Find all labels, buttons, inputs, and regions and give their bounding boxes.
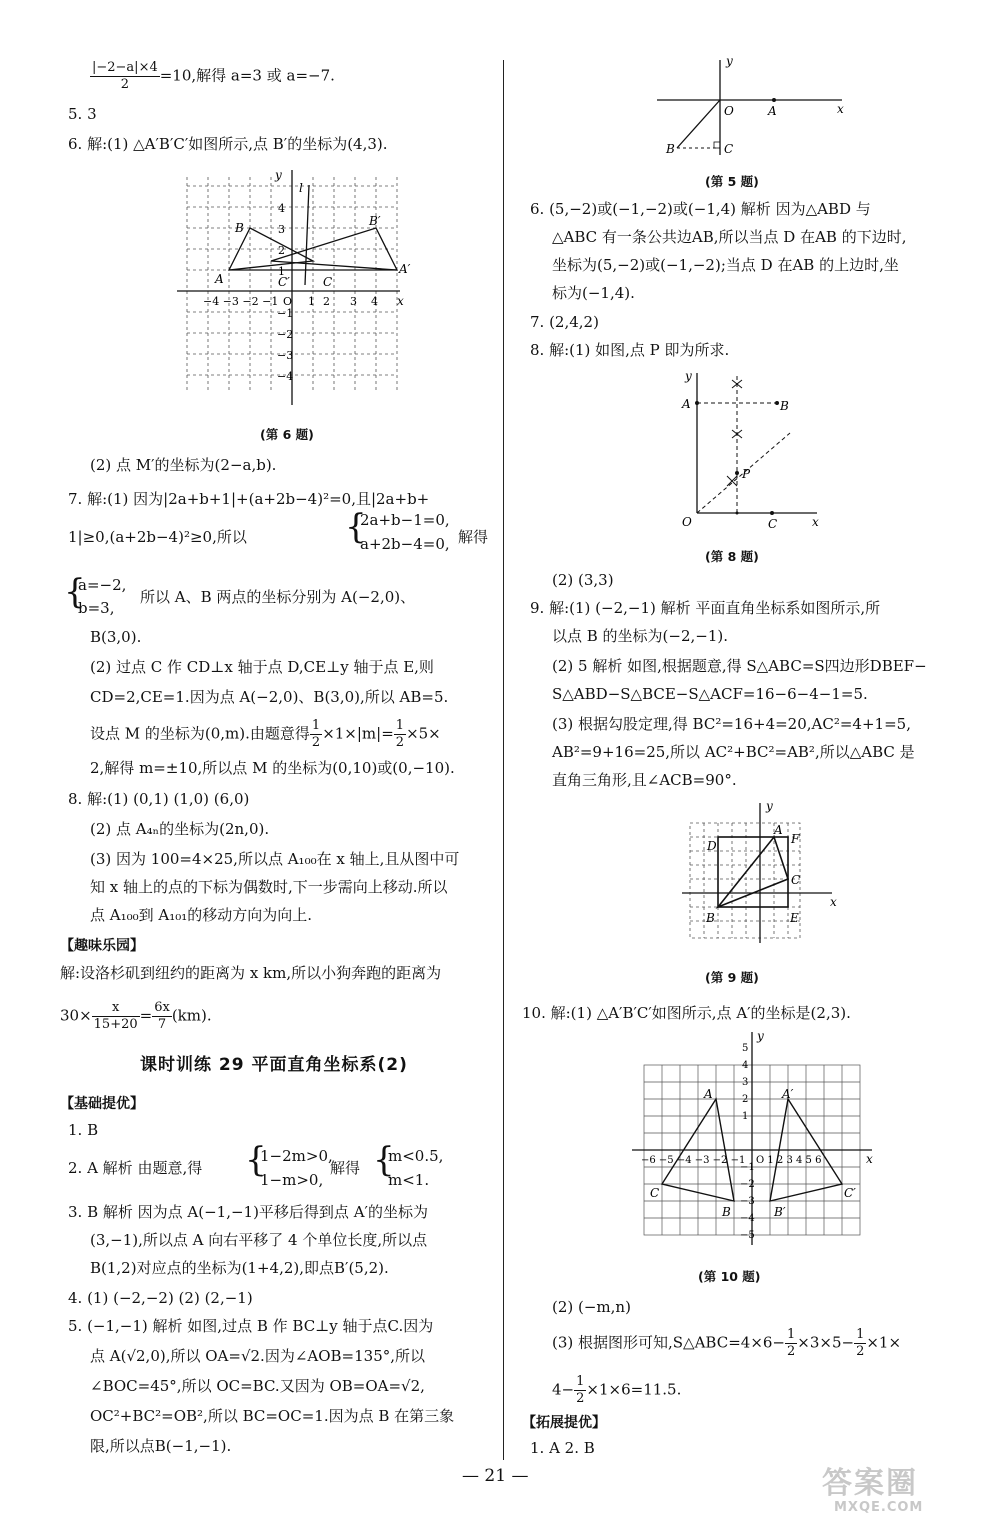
svg-text:−1: −1 xyxy=(740,1162,755,1173)
svg-text:y: y xyxy=(766,799,773,813)
figure-5 xyxy=(652,55,852,165)
svg-text:x: x xyxy=(812,515,819,529)
svg-text:y: y xyxy=(757,1029,764,1043)
right-10-line1: 10. 解:(1) △A′B′C′如图所示,点 A′的坐标是(2,3). xyxy=(522,1004,851,1022)
svg-text:C: C xyxy=(768,517,778,531)
answer-7-line7: 设点 M 的坐标为(0,m).由题意得 $\frac{1}{2}$ ×1×|m|= $\frac{1}{2}$ ×5× xyxy=(90,718,441,750)
svg-text:A′: A′ xyxy=(782,1087,794,1101)
answer-8-line4: 知 x 轴上的点的下标为偶数时,下一步需向上移动.所以 xyxy=(90,878,448,896)
right-9-line3: (2) 5 解析 如图,根据题意,得 S△ABC=S四边形DBEF− xyxy=(552,657,927,675)
brace: { xyxy=(345,507,367,547)
fun-line1: 解:设洛杉矶到纽约的距离为 x km,所以小狗奔跑的距离为 xyxy=(60,964,442,982)
svg-text:O: O xyxy=(724,104,734,118)
figure-6-grid xyxy=(175,165,411,420)
svg-text:A: A xyxy=(768,104,777,118)
svg-text:−1: −1 xyxy=(277,307,294,320)
figure-8 xyxy=(672,368,822,538)
fraction: $\frac{|-2-a|\times 4}{2}$ xyxy=(92,60,158,92)
system-eq-5: 1−2m>0, xyxy=(260,1147,333,1165)
basic-4: 4. (1) (−2,−2) (2) (2,−1) xyxy=(68,1289,253,1307)
solve-text-2: 解得 xyxy=(330,1159,361,1177)
basic-3-line3: B(1,2)对应点的坐标为(1+4,2),即点B′(5,2). xyxy=(90,1259,389,1277)
answer-7-line6: CD=2,CE=1.因为点 A(−2,0)、B(3,0),所以 AB=5. xyxy=(90,688,449,706)
right-10-3-line2: 4− $\frac{1}{2}$ ×1×6=11.5. xyxy=(552,1374,682,1406)
svg-text:l: l xyxy=(299,181,303,195)
svg-text:A: A xyxy=(704,1087,713,1101)
answer-5: 5. 3 xyxy=(68,105,97,123)
svg-text:−4: −4 xyxy=(740,1213,755,1224)
extension-answers: 1. A 2. B xyxy=(530,1439,595,1457)
svg-text:5: 5 xyxy=(742,1043,749,1054)
figure-6-caption: (第 6 题) xyxy=(260,427,314,442)
svg-text:B: B xyxy=(706,911,715,925)
right-6-line3: 坐标为(5,−2)或(−1,−2);当点 D 在AB 的上边时,坐 xyxy=(552,256,899,274)
basic-5-line4: OC²+BC²=OB²,所以 BC=OC=1.因为点 B 在第三象 xyxy=(90,1407,455,1425)
answer-7-line3: 所以 A、B 两点的坐标分别为 A(−2,0)、 xyxy=(140,588,416,606)
svg-text:C: C xyxy=(650,1186,660,1200)
answer-7-line5: (2) 过点 C 作 CD⊥x 轴于点 D,CE⊥y 轴于点 E,则 xyxy=(90,658,434,676)
figure-9 xyxy=(682,798,842,943)
svg-text:F: F xyxy=(791,832,800,846)
svg-text:A: A xyxy=(774,823,783,837)
svg-text:B: B xyxy=(235,221,244,235)
svg-text:B: B xyxy=(666,142,675,156)
svg-text:A′: A′ xyxy=(399,262,411,276)
answer-8-line3: (3) 因为 100=4×25,所以点 A₁₀₀在 x 轴上,且从图中可 xyxy=(90,850,460,868)
figure-10-caption: (第 10 题) xyxy=(698,1269,761,1284)
svg-text:E: E xyxy=(790,911,799,925)
page-number: — 21 — xyxy=(462,1466,529,1486)
system-eq-8: m<1. xyxy=(388,1171,430,1189)
basic-5-line5: 限,所以点B(−1,−1). xyxy=(90,1437,232,1455)
system-eq-4: b=3, xyxy=(78,599,115,617)
answer-7-line4: B(3,0). xyxy=(90,628,142,646)
right-6-line4: 标为(−1,4). xyxy=(552,284,635,302)
right-9-line5: (3) 根据勾股定理,得 BC²=16+4=20,AC²=4+1=5, xyxy=(552,715,911,733)
svg-text:x: x xyxy=(866,1152,873,1166)
basic-2: 2. A 解析 由题意,得 xyxy=(68,1159,203,1177)
svg-text:A: A xyxy=(215,272,224,286)
svg-text:A: A xyxy=(682,397,691,411)
answer-8-line1: 8. 解:(1) (0,1) (1,0) (6,0) xyxy=(68,790,250,808)
right-8: 8. 解:(1) 如图,点 P 即为所求. xyxy=(530,341,730,359)
answer-7-line2: 1|≥0,(a+2b−4)²≥0,所以 xyxy=(68,528,247,546)
svg-text:2: 2 xyxy=(278,244,285,257)
svg-text:−3: −3 xyxy=(740,1196,755,1207)
basic-1: 1. B xyxy=(68,1121,99,1139)
right-10-2: (2) (−m,n) xyxy=(552,1298,631,1316)
brace: { xyxy=(373,1140,395,1180)
section-fun: 【趣味乐园】 xyxy=(60,938,144,954)
svg-text:−6 −5 −4 −3 −2 −1: −6 −5 −4 −3 −2 −1 xyxy=(641,1155,746,1166)
answer-8-line5: 点 A₁₀₀到 A₁₀₁的移动方向为向上. xyxy=(90,906,313,924)
lesson-title: 课时训练 29 平面直角坐标系(2) xyxy=(140,1055,408,1075)
svg-text:−4 −3 −2 −1: −4 −3 −2 −1 xyxy=(203,295,279,308)
svg-text:4: 4 xyxy=(742,1060,749,1071)
svg-text:3: 3 xyxy=(278,223,285,236)
right-9-line2: 以点 B 的坐标为(−2,−1). xyxy=(552,627,729,645)
system-eq-6: 1−m>0, xyxy=(260,1171,324,1189)
svg-text:2: 2 xyxy=(742,1094,749,1105)
svg-text:−3: −3 xyxy=(277,349,294,362)
watermark-logo: 答案圈 MXQE.COM xyxy=(822,1466,924,1515)
svg-text:y: y xyxy=(685,369,692,383)
svg-text:O 1 2 3 4 5 6: O 1 2 3 4 5 6 xyxy=(756,1155,822,1166)
svg-text:P: P xyxy=(742,467,751,481)
system-eq-3: a=−2, xyxy=(78,576,127,594)
svg-text:O: O xyxy=(283,295,293,308)
right-7: 7. (2,4,2) xyxy=(530,313,599,331)
right-10-3-line1: (3) 根据图形可知,S△ABC=4×6− $\frac{1}{2}$ ×3×5− $\frac{1}{2}$ ×1× xyxy=(552,1327,902,1359)
svg-text:−2: −2 xyxy=(740,1179,755,1190)
svg-text:3: 3 xyxy=(350,295,357,308)
svg-text:C′: C′ xyxy=(844,1186,856,1200)
svg-text:B′: B′ xyxy=(774,1205,786,1219)
figure-10 xyxy=(632,1030,882,1250)
svg-text:C: C xyxy=(791,873,801,887)
right-9-line6: AB²=9+16=25,所以 AC²+BC²=AB²,所以△ABC 是 xyxy=(552,743,915,761)
svg-text:B′: B′ xyxy=(369,214,381,228)
system-eq-1: 2a+b−1=0, xyxy=(360,511,450,529)
system-eq-2: a+2b−4=0, xyxy=(360,535,450,553)
system-eq-7: m<0.5, xyxy=(388,1147,444,1165)
answer-7-line1: 7. 解:(1) 因为|2a+b+1|+(a+2b−4)²=0,且|2a+b+ xyxy=(68,490,430,508)
answer-6: 6. 解:(1) △A′B′C′如图所示,点 B′的坐标为(4,3). xyxy=(68,135,388,153)
figure-5-caption: (第 5 题) xyxy=(705,174,759,189)
svg-text:1: 1 xyxy=(308,295,315,308)
answer-7-line8: 2,解得 m=±10,所以点 M 的坐标为(0,10)或(0,−10). xyxy=(90,759,455,777)
brace: { xyxy=(245,1140,267,1180)
brace: { xyxy=(64,572,86,612)
svg-text:B: B xyxy=(780,399,789,413)
right-6-line2: △ABC 有一条公共边AB,所以当点 D 在AB 的下边时, xyxy=(552,228,907,246)
basic-3-line1: 3. B 解析 因为点 A(−1,−1)平移后得到点 A′的坐标为 xyxy=(68,1203,428,1221)
column-divider xyxy=(503,60,504,1460)
right-9-line4: S△ABD−S△BCE−S△ACF=16−6−4−1=5. xyxy=(552,685,868,703)
svg-text:D: D xyxy=(707,839,717,853)
svg-text:C: C xyxy=(724,142,734,156)
svg-text:x: x xyxy=(837,102,844,116)
svg-text:y: y xyxy=(726,54,733,68)
section-extension: 【拓展提优】 xyxy=(522,1415,606,1431)
svg-text:C′: C′ xyxy=(278,275,290,289)
basic-3-line2: (3,−1),所以点 A 向右平移了 4 个单位长度,所以点 xyxy=(90,1231,428,1249)
right-8-2: (2) (3,3) xyxy=(552,571,614,589)
basic-5-line1: 5. (−1,−1) 解析 如图,过点 B 作 BC⊥y 轴于点C.因为 xyxy=(68,1317,434,1335)
svg-text:4: 4 xyxy=(371,295,378,308)
right-9-line1: 9. 解:(1) (−2,−1) 解析 平面直角坐标系如图所示,所 xyxy=(530,599,881,617)
basic-5-line2: 点 A(√2,0),所以 OA=√2.因为∠AOB=135°,所以 xyxy=(90,1347,426,1365)
svg-text:4: 4 xyxy=(278,202,285,215)
svg-text:1: 1 xyxy=(742,1111,749,1122)
fun-line2: 30× $\frac{x}{15+20}$ = $\frac{6x}{7}$ (km). xyxy=(60,1000,212,1032)
answer-6-2: (2) 点 M′的坐标为(2−a,b). xyxy=(90,456,277,474)
svg-text:y: y xyxy=(275,168,282,182)
svg-text:1: 1 xyxy=(278,265,285,278)
fraction-line: $\frac{|-2-a|\times 4}{2}$ =10,解得 a=3 或 a=−7. xyxy=(92,60,335,92)
svg-text:x: x xyxy=(830,895,837,909)
figure-9-caption: (第 9 题) xyxy=(705,970,759,985)
svg-text:x: x xyxy=(397,294,404,308)
svg-text:−4: −4 xyxy=(277,370,294,383)
svg-text:C: C xyxy=(323,275,333,289)
svg-text:3: 3 xyxy=(742,1077,749,1088)
answer-8-line2: (2) 点 A₄ₙ的坐标为(2n,0). xyxy=(90,820,270,838)
svg-text:−2: −2 xyxy=(277,328,294,341)
svg-text:−5: −5 xyxy=(740,1230,755,1241)
svg-text:O: O xyxy=(682,515,692,529)
section-basic: 【基础提优】 xyxy=(60,1096,144,1112)
basic-5-line3: ∠BOC=45°,所以 OC=BC.又因为 OB=OA=√2, xyxy=(90,1377,425,1395)
solve-text: 解得 xyxy=(458,528,489,546)
svg-text:B: B xyxy=(722,1205,731,1219)
right-6-line1: 6. (5,−2)或(−1,−2)或(−1,4) 解析 因为△ABD 与 xyxy=(530,200,871,218)
right-9-line7: 直角三角形,且∠ACB=90°. xyxy=(552,771,737,789)
figure-8-caption: (第 8 题) xyxy=(705,549,759,564)
svg-text:2: 2 xyxy=(323,295,330,308)
